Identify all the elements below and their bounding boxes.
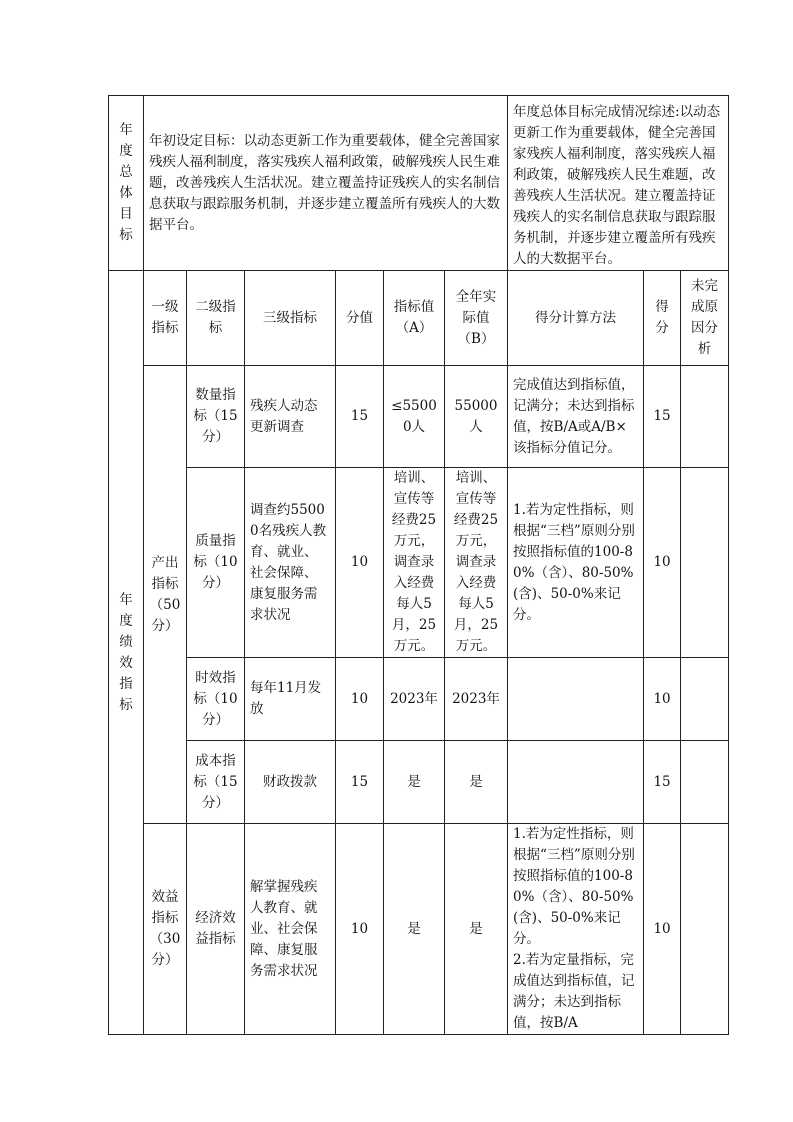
- actual: 是: [445, 741, 508, 824]
- reason: [681, 366, 729, 468]
- level1-output: 产出指标（50分）: [144, 366, 187, 824]
- points: 15: [336, 741, 384, 824]
- level2: 成本指标（15分）: [187, 741, 245, 824]
- score: 10: [644, 658, 681, 741]
- table-row: [109, 366, 729, 468]
- score: 10: [644, 468, 681, 658]
- header-score: 得分: [644, 271, 681, 366]
- level2: 时效指标（10分）: [187, 658, 245, 741]
- header-method: 得分计算方法: [508, 271, 644, 366]
- level2: 质量指标（10分）: [187, 468, 245, 658]
- level3: 每年11月发放: [245, 658, 336, 741]
- table-row: [109, 658, 729, 741]
- target: 是: [384, 741, 445, 824]
- header-level3: 三级指标: [245, 271, 336, 366]
- method: 1.若为定性指标，则根据“三档”原则分别按照指标值的100-80%（含）、80-50%(含)、50-0%来记分。: [508, 468, 644, 658]
- target: 是: [384, 824, 445, 1035]
- method: [508, 658, 644, 741]
- score: 10: [644, 824, 681, 1035]
- header-level2: 二级指标: [187, 271, 245, 366]
- target: ≤55000人: [384, 366, 445, 468]
- level2: 经济效益指标: [187, 824, 245, 1035]
- header-actual: 全年实际值（B）: [445, 271, 508, 366]
- perf-indicator-label: 年度绩效指标: [109, 271, 144, 1035]
- points: 15: [336, 366, 384, 468]
- score: 15: [644, 366, 681, 468]
- method: [508, 741, 644, 824]
- initial-goal-text: 年初设定目标：以动态更新工作为重要载体，健全完善国家残疾人福利制度，落实残疾人福利政策，破解残疾人民生难题，改善残疾人生活状况。建立覆盖持证残疾人的实名制信息获取与跟踪服务机制，并逐步建立覆盖所有残疾人的大数据平台。: [144, 96, 508, 271]
- level3: 解掌握残疾人教育、就业、社会保障、康复服务需求状况: [245, 824, 336, 1035]
- level2: 数量指标（15分）: [187, 366, 245, 468]
- points: 10: [336, 468, 384, 658]
- method: 完成值达到指标值，记满分；未达到指标值，按B/A或A/B×该指标分值记分。: [508, 366, 644, 468]
- level1-benefit: 效益指标（30分）: [144, 824, 187, 1035]
- actual: 是: [445, 824, 508, 1035]
- reason: [681, 824, 729, 1035]
- reason: [681, 741, 729, 824]
- target: 2023年: [384, 658, 445, 741]
- annual-goal-label: 年度总体目标: [109, 96, 144, 271]
- method: 1.若为定性指标，则根据“三档”原则分别按照指标值的100-80%（含）、80-50%(含)、50-0%来记分。 2.若为定量指标，完成值达到指标值，记满分；未达到指标值，按B/A: [508, 824, 644, 1035]
- points: 10: [336, 824, 384, 1035]
- actual: 2023年: [445, 658, 508, 741]
- actual: 培训、宣传等经费25万元，调查录入经费每人5月，25万元。: [445, 468, 508, 658]
- goal-summary-text: 年度总体目标完成情况综述:以动态更新工作为重要载体，健全完善国家残疾人福利制度，落实残疾人福利政策，破解残疾人民生难题，改善残疾人生活状况。建立覆盖持证残疾人的实名制信息获取与跟踪服务机制，并逐步建立覆盖所有残疾人的大数据平台。: [508, 96, 729, 271]
- table-row: [109, 824, 729, 1035]
- reason: [681, 468, 729, 658]
- table-row: [109, 468, 729, 658]
- target: 培训、宣传等经费25万元，调查录入经费每人5月，25万元。: [384, 468, 445, 658]
- header-points: 分值: [336, 271, 384, 366]
- actual: 55000人: [445, 366, 508, 468]
- header-level1: 一级指标: [144, 271, 187, 366]
- level3: 调查约55000名残疾人教育、就业、社会保障、康复服务需求状况: [245, 468, 336, 658]
- level3: 财政拨款: [245, 741, 336, 824]
- reason: [681, 658, 729, 741]
- points: 10: [336, 658, 384, 741]
- header-reason: 未完成原因分析: [681, 271, 729, 366]
- score: 15: [644, 741, 681, 824]
- performance-table: [108, 95, 729, 1035]
- table-row: [109, 741, 729, 824]
- level3: 残疾人动态更新调查: [245, 366, 336, 468]
- header-target: 指标值（A）: [384, 271, 445, 366]
